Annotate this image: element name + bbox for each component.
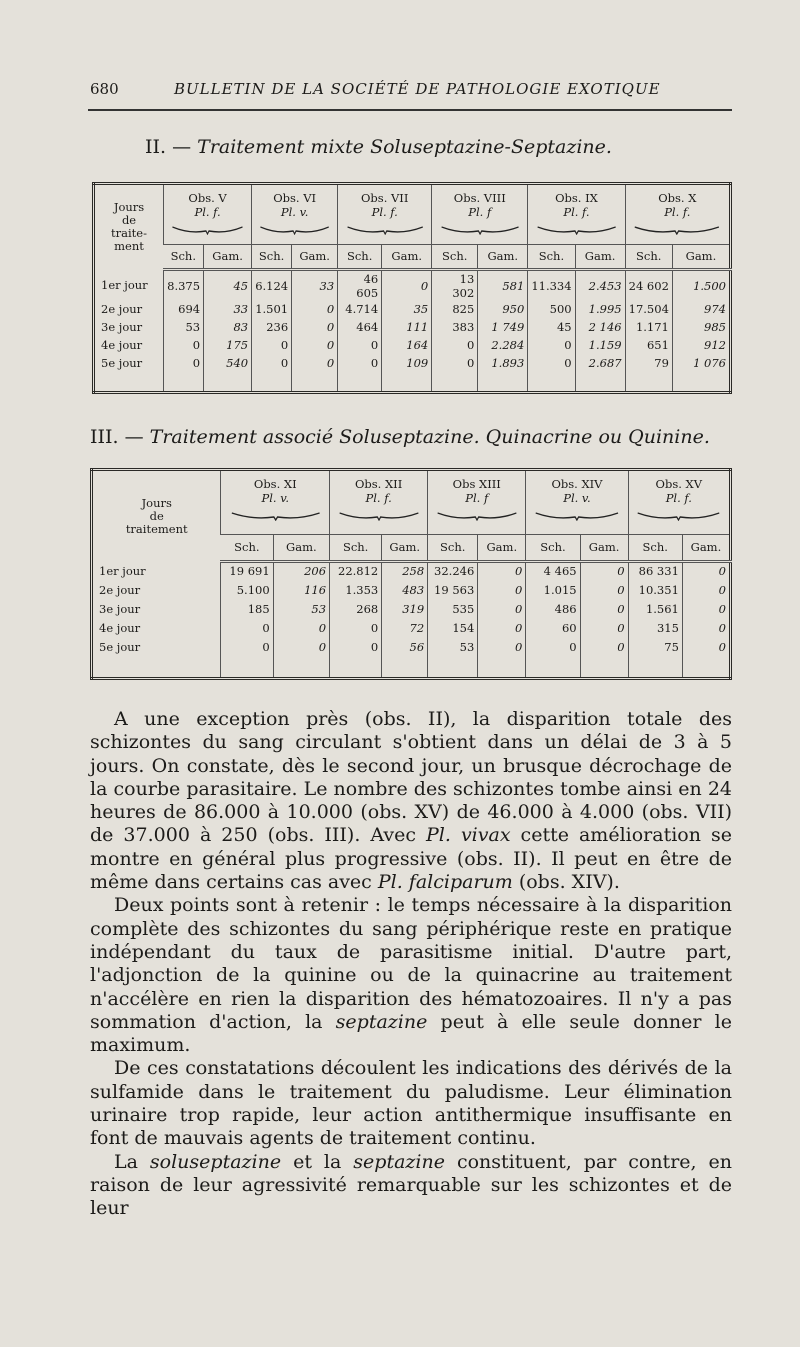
gam-value: 0 xyxy=(273,637,329,656)
brace-icon xyxy=(259,225,330,235)
col-sch: Sch. xyxy=(432,244,478,269)
sch-value: 19 563 xyxy=(428,580,478,599)
gam-value: 72 xyxy=(382,618,428,637)
sch-value: 1.353 xyxy=(330,580,382,599)
sch-value: 6.124 xyxy=(252,269,292,300)
sch-value: 75 xyxy=(628,637,682,656)
section-2-number: II. — xyxy=(145,136,192,158)
gam-value: 2 146 xyxy=(575,318,625,336)
day-label: 5e jour xyxy=(99,639,141,654)
gam-value: 0 xyxy=(580,580,628,599)
gam-value: 175 xyxy=(204,336,252,354)
page-number: 680 xyxy=(90,80,119,98)
gam-value: 540 xyxy=(204,354,252,372)
gam-value: 0 xyxy=(580,637,628,656)
sch-value: 0 xyxy=(338,336,382,354)
running-title: BULLETIN DE LA SOCIÉTÉ DE PATHOLOGIE EXOTIQUE xyxy=(174,80,661,98)
sch-value: 185 xyxy=(221,599,273,618)
obs-header: Obs. V Pl. f. xyxy=(164,184,252,245)
section-3-title xyxy=(90,426,710,448)
gam-value: 0 xyxy=(580,561,628,580)
col-gam: Gam. xyxy=(382,534,428,561)
gam-value: 483 xyxy=(382,580,428,599)
gam-value: 0 xyxy=(292,318,338,336)
gam-value: 35 xyxy=(382,300,432,318)
col-sch: Sch. xyxy=(164,244,204,269)
sch-value: 60 xyxy=(526,618,580,637)
day-label: 3e jour xyxy=(99,601,141,616)
col-sch: Sch. xyxy=(221,534,273,561)
gam-value: 33 xyxy=(292,269,338,300)
gam-value: 2.284 xyxy=(478,336,528,354)
paragraph: Deux points sont à retenir : le temps nécessaire à la disparition complète des schizontes du sang périphérique reste en pratique indépendant du taux de parasitisme initial. D'autre part, l'adjonction de la quinine ou de la quinacrine au traitement n'accélère en rien la disparition des hématozoaires. Il n'y a pas sommation d'action, la septazine peut à elle seule donner le maximum. xyxy=(90,894,732,1057)
gam-value: 0 xyxy=(580,618,628,637)
obs-header: Obs. XII Pl. f. xyxy=(330,470,428,535)
sch-value: 5.100 xyxy=(221,580,273,599)
gam-value: 109 xyxy=(382,354,432,372)
sch-value: 486 xyxy=(526,599,580,618)
sch-value: 46 605 xyxy=(338,269,382,300)
gam-value: 0 xyxy=(478,599,526,618)
col-sch: Sch. xyxy=(338,244,382,269)
sch-value: 0 xyxy=(528,354,575,372)
sch-value: 4.714 xyxy=(338,300,382,318)
running-header xyxy=(90,74,730,104)
gam-value: 0 xyxy=(292,300,338,318)
gam-value: 0 xyxy=(273,618,329,637)
sch-value: 0 xyxy=(432,336,478,354)
brace-icon xyxy=(230,511,321,521)
col-gam: Gam. xyxy=(382,244,432,269)
gam-value: 1.893 xyxy=(478,354,528,372)
col-gam: Gam. xyxy=(292,244,338,269)
section-2-title xyxy=(145,136,612,158)
gam-value: 912 xyxy=(672,336,730,354)
sch-value: 0 xyxy=(528,336,575,354)
sch-value: 0 xyxy=(252,336,292,354)
sch-value: 268 xyxy=(330,599,382,618)
day-label: 5e jour xyxy=(101,355,143,370)
sch-value: 79 xyxy=(625,354,672,372)
sch-value: 315 xyxy=(628,618,682,637)
sch-value: 0 xyxy=(164,354,204,372)
col-sch: Sch. xyxy=(252,244,292,269)
table-row xyxy=(94,354,731,372)
gam-value: 2.453 xyxy=(575,269,625,300)
sch-value: 0 xyxy=(338,354,382,372)
gam-value: 45 xyxy=(204,269,252,300)
gam-value: 0 xyxy=(682,580,730,599)
gam-value: 0 xyxy=(682,561,730,580)
gam-value: 985 xyxy=(672,318,730,336)
paragraph: La soluseptazine et la septazine constituent, par contre, en raison de leur agressivité remarquable sur les schizontes et de leur xyxy=(90,1150,733,1220)
gam-value: 53 xyxy=(273,599,329,618)
obs-header: Obs. IX Pl. f. xyxy=(528,184,625,245)
sch-value: 17.504 xyxy=(625,300,672,318)
gam-value: 0 xyxy=(478,580,526,599)
gam-value: 0 xyxy=(292,354,338,372)
sch-value: 0 xyxy=(330,618,382,637)
sch-value: 0 xyxy=(432,354,478,372)
sch-value: 651 xyxy=(625,336,672,354)
obs-header: Obs. XV Pl. f. xyxy=(628,470,730,535)
gam-value: 950 xyxy=(478,300,528,318)
obs-header: Obs XIII Pl. f xyxy=(428,470,526,535)
col-gam: Gam. xyxy=(672,244,730,269)
gam-value: 974 xyxy=(672,300,730,318)
table-row xyxy=(92,637,731,656)
sch-value: 0 xyxy=(221,637,273,656)
day-label: 1er jour xyxy=(101,277,148,292)
table-row xyxy=(92,618,731,637)
gam-value: 0 xyxy=(682,637,730,656)
gam-value: 116 xyxy=(273,580,329,599)
jours-header: Jours de traite- ment xyxy=(111,200,147,254)
brace-icon xyxy=(636,511,721,521)
gam-value: 258 xyxy=(382,561,428,580)
table-row xyxy=(94,269,731,300)
sch-value: 154 xyxy=(428,618,478,637)
sch-value: 4 465 xyxy=(526,561,580,580)
brace-icon xyxy=(346,225,424,235)
gam-value: 0 xyxy=(682,599,730,618)
sch-value: 464 xyxy=(338,318,382,336)
sch-value: 1.171 xyxy=(625,318,672,336)
gam-value: 206 xyxy=(273,561,329,580)
gam-value: 0 xyxy=(580,599,628,618)
day-label: 4e jour xyxy=(99,620,141,635)
sch-value: 694 xyxy=(164,300,204,318)
gam-value: 1.500 xyxy=(672,269,730,300)
sch-value: 500 xyxy=(528,300,575,318)
sch-value: 24 602 xyxy=(625,269,672,300)
sch-value: 53 xyxy=(164,318,204,336)
gam-value: 0 xyxy=(682,618,730,637)
day-label: 2e jour xyxy=(101,302,143,317)
gam-value: 0 xyxy=(478,637,526,656)
day-label: 1er jour xyxy=(99,563,146,578)
table-row xyxy=(92,561,731,580)
obs-header: Obs. XIV Pl. v. xyxy=(526,470,628,535)
col-gam: Gam. xyxy=(204,244,252,269)
col-sch: Sch. xyxy=(330,534,382,561)
day-label: 2e jour xyxy=(99,582,141,597)
brace-icon xyxy=(436,511,518,521)
col-gam: Gam. xyxy=(580,534,628,561)
col-sch: Sch. xyxy=(628,534,682,561)
sch-value: 1.501 xyxy=(252,300,292,318)
gam-value: 1 749 xyxy=(478,318,528,336)
brace-icon xyxy=(633,225,721,235)
obs-header: Obs. VII Pl. f. xyxy=(338,184,432,245)
gam-value: 0 xyxy=(382,269,432,300)
brace-icon xyxy=(534,511,620,521)
gam-value: 1 076 xyxy=(672,354,730,372)
brace-icon xyxy=(440,225,520,235)
col-sch: Sch. xyxy=(428,534,478,561)
sch-value: 10.351 xyxy=(628,580,682,599)
obs-header: Obs. XI Pl. v. xyxy=(221,470,330,535)
sch-value: 8.375 xyxy=(164,269,204,300)
sch-value: 22.812 xyxy=(330,561,382,580)
obs-header: Obs. VI Pl. v. xyxy=(252,184,338,245)
sch-value: 0 xyxy=(330,637,382,656)
sch-value: 86 331 xyxy=(628,561,682,580)
paragraph: A une exception près (obs. II), la disparition totale des schizontes du sang circulant s'obtient dans un délai de 3 à 5 jours. On constate, dès le second jour, un brusque décrochage de la courbe parasitaire. Le nombre des schizontes tombe ainsi en 24 heures de 86.000 à 10.000 (obs. XV) de 46.000 à 4.000 (obs. VII) de 37.000 à 250 (obs. III). Avec Pl. vivax cette amélioration se montre en général plus progressive (obs. II). Il peut en être de même dans certains cas avec Pl. falciparum (obs. XIV). xyxy=(90,708,732,894)
gam-value: 1.159 xyxy=(575,336,625,354)
sch-value: 825 xyxy=(432,300,478,318)
gam-value: 2.687 xyxy=(575,354,625,372)
section-3-heading: Traitement associé Soluseptazine. Quinacrine ou Quinine. xyxy=(149,426,710,448)
header-rule xyxy=(88,109,732,111)
gam-value: 83 xyxy=(204,318,252,336)
sch-value: 19 691 xyxy=(221,561,273,580)
gam-value: 319 xyxy=(382,599,428,618)
table-traitement-associe xyxy=(90,468,732,680)
sch-value: 1.015 xyxy=(526,580,580,599)
gam-value: 164 xyxy=(382,336,432,354)
sch-value: 32.246 xyxy=(428,561,478,580)
brace-icon xyxy=(171,225,244,235)
sch-value: 11.334 xyxy=(528,269,575,300)
obs-header: Obs. VIII Pl. f xyxy=(432,184,528,245)
col-sch: Sch. xyxy=(625,244,672,269)
paragraph: De ces constatations découlent les indications des dérivés de la sulfamide dans le traitement du paludisme. Leur élimination urinaire trop rapide, leur action antithermique insuffisante en font de mauvais agents de traitement continu. xyxy=(90,1057,732,1150)
body-text xyxy=(90,708,732,1221)
table-traitement-mixte xyxy=(92,182,732,394)
table-row xyxy=(94,318,731,336)
section-2-heading: Traitement mixte Soluseptazine-Septazine. xyxy=(197,136,612,158)
col-gam: Gam. xyxy=(575,244,625,269)
jours-header: Jours de traitement xyxy=(125,495,188,536)
sch-value: 1.561 xyxy=(628,599,682,618)
day-label: 4e jour xyxy=(101,337,143,352)
sch-value: 383 xyxy=(432,318,478,336)
table-row xyxy=(94,300,731,318)
sch-value: 45 xyxy=(528,318,575,336)
obs-header: Obs. X Pl. f. xyxy=(625,184,730,245)
day-label: 3e jour xyxy=(101,319,143,334)
table-row xyxy=(94,336,731,354)
sch-value: 53 xyxy=(428,637,478,656)
sch-value: 0 xyxy=(164,336,204,354)
section-3-number: III. — xyxy=(90,426,144,448)
brace-icon xyxy=(338,511,420,521)
col-gam: Gam. xyxy=(478,244,528,269)
col-gam: Gam. xyxy=(273,534,329,561)
gam-value: 56 xyxy=(382,637,428,656)
sch-value: 0 xyxy=(252,354,292,372)
col-sch: Sch. xyxy=(528,244,575,269)
gam-value: 111 xyxy=(382,318,432,336)
sch-value: 0 xyxy=(526,637,580,656)
col-gam: Gam. xyxy=(682,534,730,561)
brace-icon xyxy=(536,225,617,235)
gam-value: 33 xyxy=(204,300,252,318)
gam-value: 0 xyxy=(478,561,526,580)
sch-value: 0 xyxy=(221,618,273,637)
gam-value: 581 xyxy=(478,269,528,300)
table-row xyxy=(92,599,731,618)
sch-value: 236 xyxy=(252,318,292,336)
col-gam: Gam. xyxy=(478,534,526,561)
gam-value: 0 xyxy=(478,618,526,637)
gam-value: 1.995 xyxy=(575,300,625,318)
sch-value: 535 xyxy=(428,599,478,618)
table-row xyxy=(92,580,731,599)
sch-value: 13 302 xyxy=(432,269,478,300)
col-sch: Sch. xyxy=(526,534,580,561)
gam-value: 0 xyxy=(292,336,338,354)
